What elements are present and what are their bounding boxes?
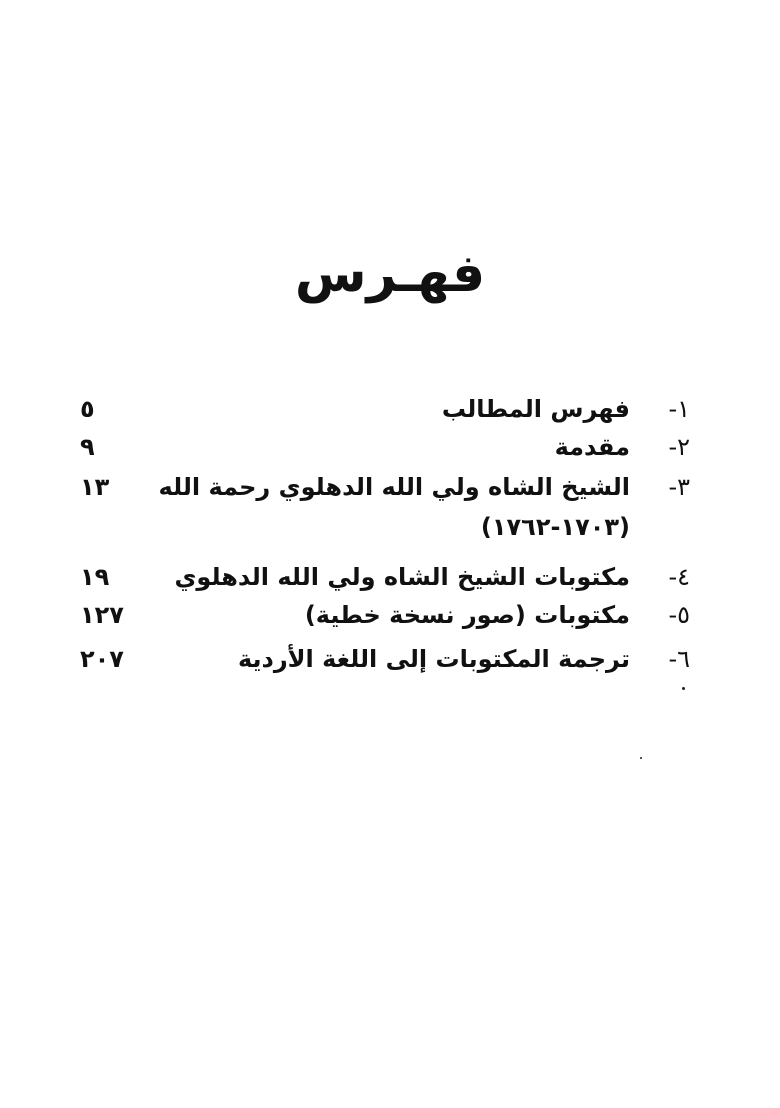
entry-page-number: ١٢٧ [80, 601, 124, 629]
toc-entry [0, 642, 780, 682]
entry-title: مقدمة [554, 433, 630, 461]
entry-number: ٥- [668, 601, 690, 629]
toc-entry [0, 560, 780, 600]
entry-title-line-1: الشيخ الشاه ولي الله الدهلوي رحمة الله [158, 473, 630, 501]
entry-title: مكتوبات الشيخ الشاه ولي الله الدهلوي [174, 563, 630, 591]
entry-page-number: ١٩ [80, 563, 110, 591]
entry-number: ١- [668, 395, 690, 423]
stray-dot [682, 687, 685, 690]
entry-title: مكتوبات (صور نسخة خطية) [304, 601, 630, 629]
toc-entry [0, 430, 780, 470]
entry-page-number: ٥ [80, 395, 95, 423]
entry-number: ٢- [668, 433, 690, 461]
entry-page-number: ٩ [80, 433, 95, 461]
toc-entry [0, 392, 780, 432]
entry-page-number: ١٣ [80, 473, 110, 501]
entry-title [158, 470, 630, 544]
entry-number: ٦- [668, 645, 690, 673]
toc-entry [0, 598, 780, 638]
stray-dot [640, 757, 642, 759]
entry-number: ٤- [668, 563, 690, 591]
entry-page-number: ٢٠٧ [80, 645, 124, 673]
entry-number: ٣- [668, 473, 690, 501]
page-title: فهـرس [294, 244, 486, 304]
entry-title: فهرس المطالب [441, 395, 630, 423]
entry-title: ترجمة المكتوبات إلى اللغة الأردية [237, 645, 630, 673]
entry-title-line-2: (١٧٠٣-١٧٦٢) [480, 513, 630, 541]
toc-entry [0, 470, 780, 550]
